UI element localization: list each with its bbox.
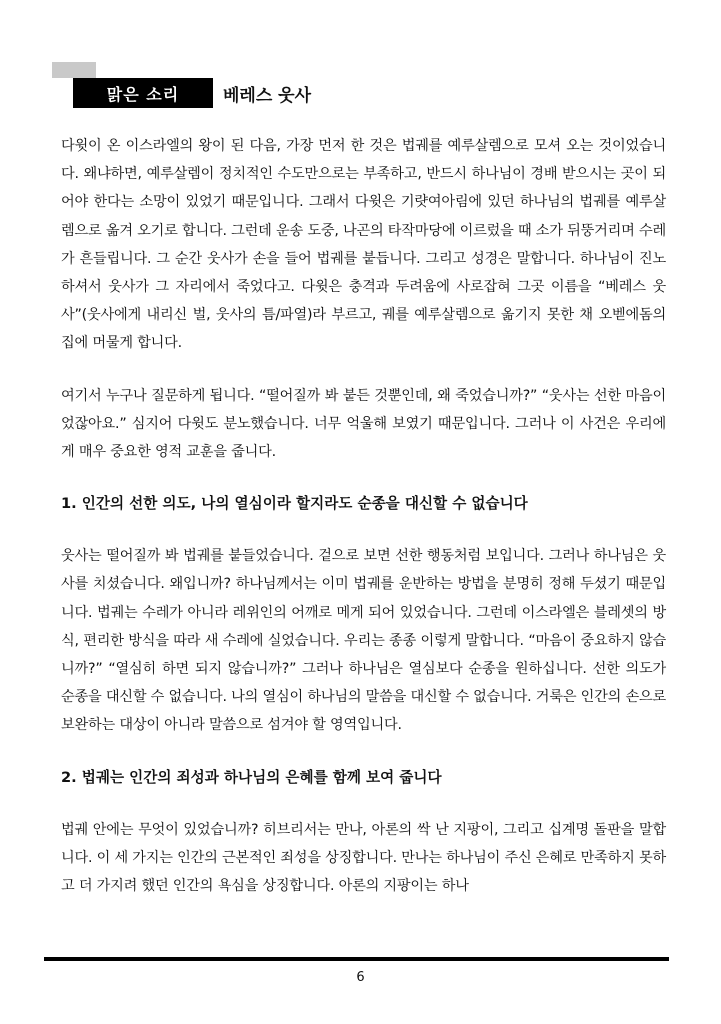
section-1-heading: 1. 인간의 선한 의도, 나의 열심이라 할지라도 순종을 대신할 수 없습니다 (61, 495, 528, 513)
article-body (61, 132, 666, 900)
page-number: 6 (356, 970, 365, 985)
intro-paragraph-2: 여기서 누구나 질문하게 됩니다. “떨어질까 봐 붙든 것뿐인데, 왜 죽었습니까?” “웃사는 선한 마음이었잖아요.” 심지어 다윗도 분노했습니다. 너무 억울해 보였기 때문입니다. 그러나 이 사건은 우리에게 매우 중요한 영적 교훈을 줍니다. (61, 387, 666, 461)
intro-paragraph-1: 다윗이 온 이스라엘의 왕이 된 다음, 가장 먼저 한 것은 법궤를 예루살렘으로 모셔 오는 것이었습니다. 왜냐하면, 예루살렘이 정치적인 수도만으로는 부족하고, 반드시 하나님이 경배 받으시는 곳이 되어야 한다는 소망이 있었기 때문입니다. 그래서 다윗은 기럇여아림에 있던 하나님의 법궤를 예루살렘으로 옮겨 오기로 합니다. 그런데 운송 도중, 나곤의 타작마당에 이르렀을 때 소가 뒤뚱거리며 수레가 흔들립니다. 그 순간 웃사가 손을 들어 법궤를 붙듭니다. 그리고 성경은 말합니다. 하나님이 진노하셔서 웃사가 그 자리에서 죽었다고. 다윗은 충격과 두려움에 사로잡혀 그곳 이름을 “베레스 웃사”(웃사에게 내리신 벌, 웃사의 틈/파열)라 부르고, 궤를 예루살렘으로 옮기지 못한 채 오벧에돔의 집에 머물게 합니다. (61, 138, 666, 352)
column-badge: 맑은 소리 (73, 78, 213, 108)
header-tab-decoration (52, 62, 96, 78)
article-title: 베레스 웃사 (223, 85, 312, 106)
section-2-paragraph: 법궤 안에는 무엇이 있었습니까? 히브리서는 만나, 아론의 싹 난 지팡이, 그리고 십계명 돌판을 말합니다. 이 세 가지는 인간의 근본적인 죄성을 상징합니다. 만나는 하나님이 주신 은혜로 만족하지 못하고 더 가지려 했던 인간의 욕심을 상징합니다. 아론의 지팡이는 하나 (61, 821, 666, 895)
article-header (73, 78, 311, 108)
section-1-paragraph: 웃사는 떨어질까 봐 법궤를 붙들었습니다. 겉으로 보면 선한 행동처럼 보입니다. 그러나 하나님은 웃사를 치셨습니다. 왜입니까? 하나님께서는 이미 법궤를 운반하는 방법을 분명히 정해 두셨기 때문입니다. 법궤는 수레가 아니라 레위인의 어깨로 메게 되어 있었습니다. 그런데 이스라엘은 블레셋의 방식, 편리한 방식을 따라 새 수레에 실었습니다. 우리는 종종 이렇게 말합니다. “마음이 중요하지 않습니까?” “열심히 하면 되지 않습니까?” 그러나 하나님은 열심보다 순종을 원하십니다. 선한 의도가 순종을 대신할 수 없습니다. 나의 열심이 하나님의 말씀을 대신할 수 없습니다. 거룩은 인간의 손으로 보완하는 대상이 아니라 말씀으로 섬겨야 할 영역입니다. (61, 548, 666, 734)
footer-rule (44, 957, 669, 961)
section-2-heading: 2. 법궤는 인간의 죄성과 하나님의 은혜를 함께 보여 줍니다 (61, 768, 442, 786)
